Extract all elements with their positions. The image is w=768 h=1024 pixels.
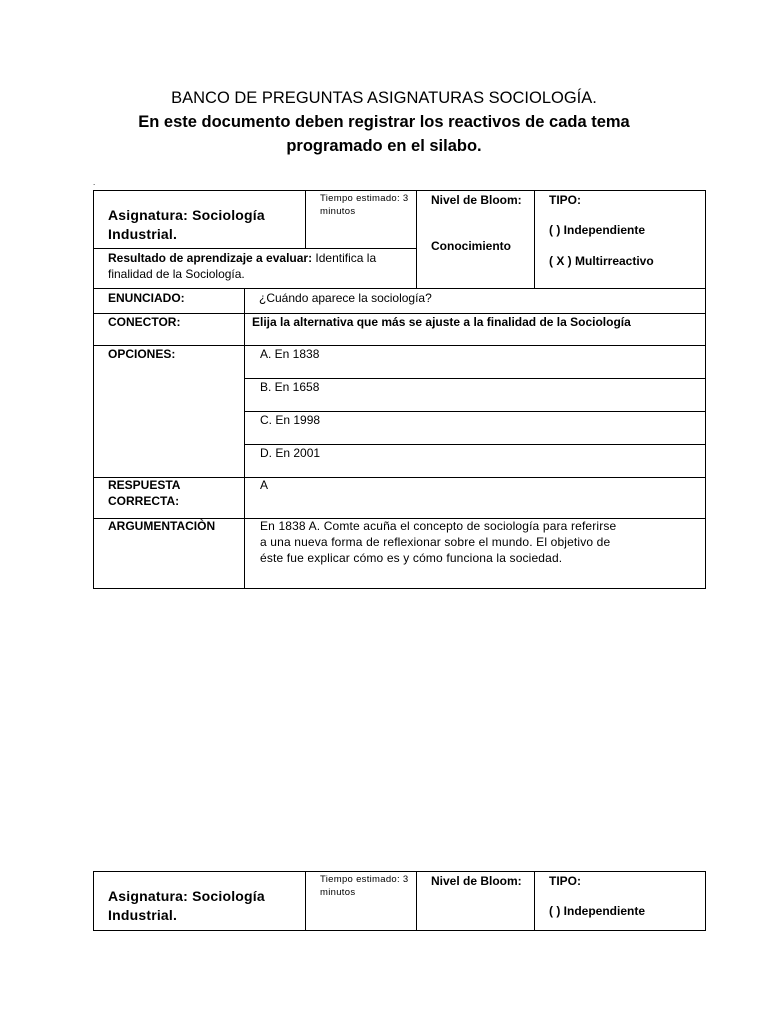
tipo-multirreactivo: ( X ) Multirreactivo [549,254,654,268]
tipo-label: TIPO: [549,874,581,888]
opcion-b: B. En 1658 [260,380,320,394]
asignatura-label: Asignatura: Sociología Industrial. [108,207,265,242]
nivel-bloom-label: Nivel de Bloom: [431,193,522,207]
opcion-c: C. En 1998 [260,413,321,427]
stray-dot: . [93,178,96,187]
opcion-a: A. En 1838 [260,347,320,361]
argumentacion-value: En 1838 A. Comte acuña el concepto de sociología para referirse a una nueva forma de reflexionar sobre el mundo. El objetivo de éste fue explicar cómo es y cómo funciona la sociedad. [260,519,617,565]
enunciado-value: ¿Cuándo aparece la sociología? [259,291,432,305]
tipo-independiente: ( ) Independiente [549,223,645,237]
resultado-label: Resultado de aprendizaje a evaluar: [108,251,313,265]
title-line-1: BANCO DE PREGUNTAS ASIGNATURAS SOCIOLOGÍA. [171,89,597,107]
tiempo-estimado: Tiempo estimado: 3 minutos [320,874,409,898]
resultado-aprendizaje [108,250,410,282]
conector-label: CONECTOR: [108,315,181,329]
tipo-independiente: ( ) Independiente [549,904,645,918]
nivel-bloom-value: Conocimiento [431,239,511,253]
opciones-label: OPCIONES: [108,347,176,361]
respuesta-value: A [260,478,269,492]
nivel-bloom-label: Nivel de Bloom: [431,874,522,888]
tipo-label: TIPO: [549,193,581,207]
resultado-value: Identifica la finalidad de la Sociología. [108,251,377,281]
enunciado-label: ENUNCIADO: [108,291,185,305]
question-card-1 [93,190,706,589]
title-line-3: programado en el silabo. [286,137,482,155]
conector-value: Elija la alternativa que más se ajuste a la finalidad de la Sociología [252,315,631,329]
question-card-2 [93,871,706,931]
asignatura-label: Asignatura: Sociología Industrial. [108,888,265,923]
opcion-d: D. En 2001 [260,446,321,460]
document-title [0,86,768,158]
respuesta-label: RESPUESTA CORRECTA: [108,478,181,508]
tiempo-estimado: Tiempo estimado: 3 minutos [320,193,409,217]
title-line-2: En este documento deben registrar los reactivos de cada tema [138,113,630,131]
argumentacion-label: ARGUMENTACIÒN [108,519,216,533]
